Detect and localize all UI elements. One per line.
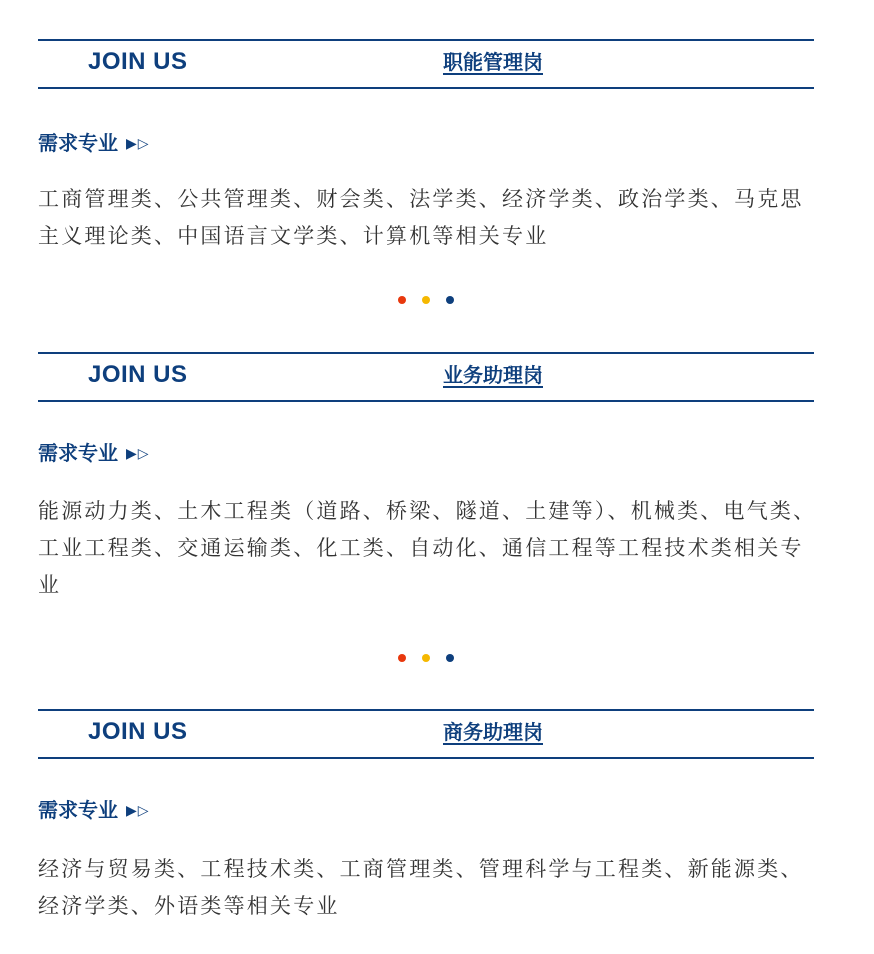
requirement-heading	[38, 796, 150, 825]
requirement-heading	[38, 129, 150, 158]
red-dot-icon	[398, 654, 406, 662]
position-title-link[interactable]: 商务助理岗	[443, 720, 543, 744]
blue-dot-icon	[446, 296, 454, 304]
yellow-dot-icon	[422, 296, 430, 304]
majors-text: 工商管理类、公共管理类、财会类、法学类、经济学类、政治学类、马克思主义理论类、中国语言文学类、计算机等相关专业	[38, 187, 804, 248]
majors-text: 能源动力类、土木工程类（道路、桥梁、隧道、土建等）、机械类、电气类、工业工程类、交通运输类、化工类、自动化、通信工程等工程技术类相关专业	[38, 499, 817, 597]
join-us-label: JOIN US	[88, 361, 188, 388]
arrow-icon: ▶▷	[126, 136, 150, 152]
yellow-dot-icon	[422, 654, 430, 662]
requirement-label: 需求专业	[38, 798, 118, 822]
join-us-label: JOIN US	[88, 48, 188, 75]
arrow-icon: ▶▷	[126, 803, 150, 819]
red-dot-icon	[398, 296, 406, 304]
section-header-2	[38, 352, 814, 402]
join-us-label: JOIN US	[88, 718, 188, 745]
section-header-3	[38, 709, 814, 759]
position-title-link[interactable]: 业务助理岗	[443, 363, 543, 387]
requirement-heading	[38, 439, 150, 468]
majors-text: 经济与贸易类、工程技术类、工商管理类、管理科学与工程类、新能源类、经济学类、外语类等相关专业	[38, 857, 804, 918]
requirement-label: 需求专业	[38, 131, 118, 155]
dots-divider	[398, 296, 458, 306]
blue-dot-icon	[446, 654, 454, 662]
requirement-label: 需求专业	[38, 441, 118, 465]
dots-divider	[398, 654, 458, 664]
position-title-link[interactable]: 职能管理岗	[443, 50, 543, 74]
section-header-1	[38, 39, 814, 89]
arrow-icon: ▶▷	[126, 446, 150, 462]
